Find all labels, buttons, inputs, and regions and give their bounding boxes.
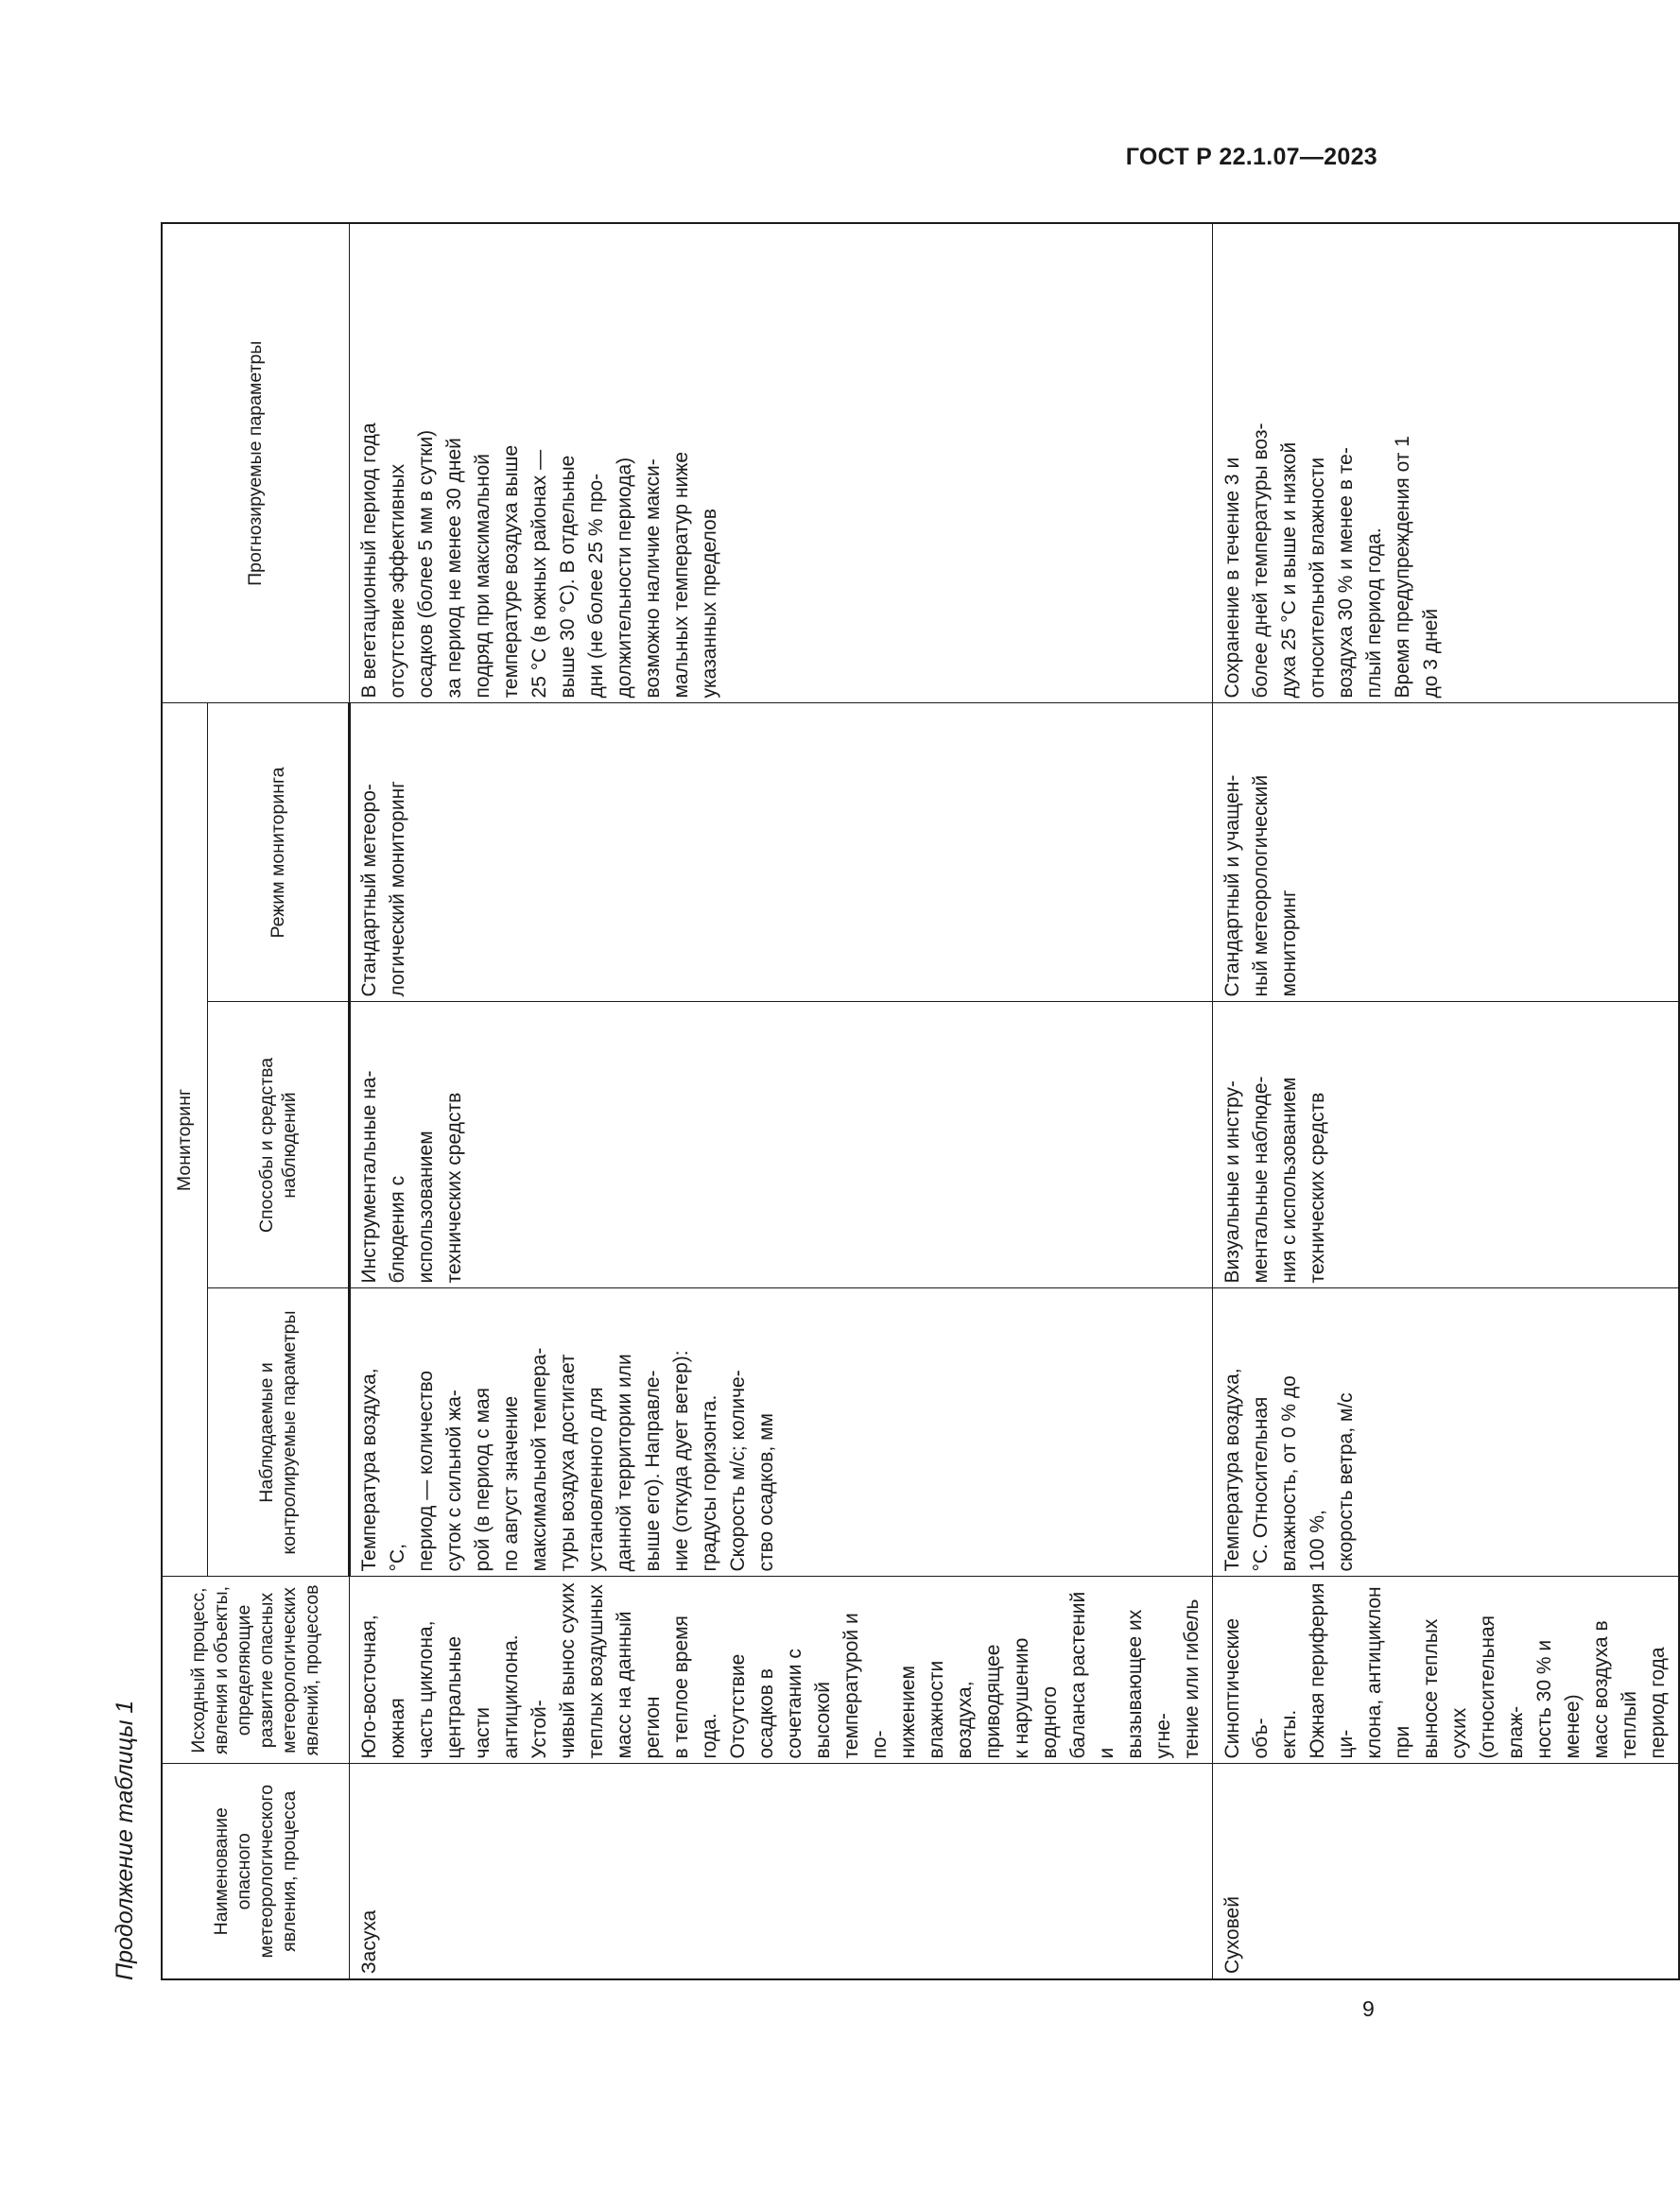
observed-cell: Температура воздуха, °С. Относительная влажность, от 0 % до 100 %, скорость ветра, м/с	[1212, 1288, 1679, 1577]
column-header-forecast: Прогнозируемые параметры	[162, 223, 349, 703]
table-row	[1212, 223, 1679, 1979]
column-header-observed: Наблюдаемые и контролируемые параметры	[207, 1288, 349, 1577]
forecast-cell: В вегетационный период года отсутствие эффективных осадков (более 5 мм в сутки) за период не менее 30 дней подряд при максимальной температуре воздуха выше 25 °С (в южных районах — выше 30 °С). В отдельные дни (не более 25 % про- должительности периода) возможно наличие макси- мальных температур ниже указанных пределов	[349, 223, 1212, 703]
column-header-monitoring: Мониторинг	[162, 703, 207, 1577]
column-header-name: Наименование опасного метеорологического явления, процесса	[162, 1764, 349, 1979]
column-header-process: Исходный процесс, явления и объекты, определяющие развитие опасных метеорологических явлений, процессов	[162, 1577, 349, 1764]
process-cell: Юго-восточная, южная часть циклона, центральные части антициклона. Устой- чивый вынос сухих теплых воздушных масс на данный регион в теплое время года. Отсутствие осадков в сочетании с высокой температурой и по- нижением влажности воздуха, приводящее к нарушению водного баланса растений и вызывающее их угне- тение или гибель	[349, 1577, 1212, 1764]
methods-cell: Инструментальные на- блюдения с использованием технических средств	[349, 1002, 1212, 1288]
column-header-methods: Способы и средства наблюдений	[207, 1002, 349, 1288]
process-cell: Синоптические объ- екты. Южная периферия ци- клона, антициклон при выносе теплых сухих (относительная влаж- ность 30 % и менее) масс воздуха в теплый период года	[1212, 1577, 1679, 1764]
hazard-name-cell: Суховей	[1212, 1764, 1679, 1979]
page-number: 9	[1362, 1996, 1375, 2021]
mode-cell: Стандартный и учащен- ный метеорологический мониторинг	[1212, 703, 1679, 1002]
table-caption: Продолжение таблицы 1	[112, 1700, 138, 1980]
mode-cell: Стандартный метеоро- логический мониторинг	[349, 703, 1212, 1002]
table-row	[349, 223, 1212, 1979]
methods-cell: Визуальные и инстру- ментальные наблюде- ния с использованием технических средств	[1212, 1002, 1679, 1288]
column-header-mode: Режим мониторинга	[207, 703, 349, 1002]
hazard-monitoring-table	[161, 222, 1680, 1980]
forecast-cell: Сохранение в течение 3 и более дней температуры воз- духа 25 °С и выше и низкой относительной влажности воздуха 30 % и менее в те- плый период года. Время предупреждения от 1 до 3 дней	[1212, 223, 1679, 703]
document-code: ГОСТ Р 22.1.07—2023	[1125, 144, 1377, 170]
observed-cell: Температура воздуха, °С, период — количество суток с сильной жа- рой (в период с мая по август значение максимальной темпера- туры воздуха достигает установленного для данной территории или выше его). Направле- ние (откуда дует ветер): градусы горизонта. Скорость м/с; количе- ство осадков, мм	[349, 1288, 1212, 1577]
rotated-table-frame	[161, 224, 1669, 1980]
hazard-name-cell: Засуха	[349, 1764, 1212, 1979]
